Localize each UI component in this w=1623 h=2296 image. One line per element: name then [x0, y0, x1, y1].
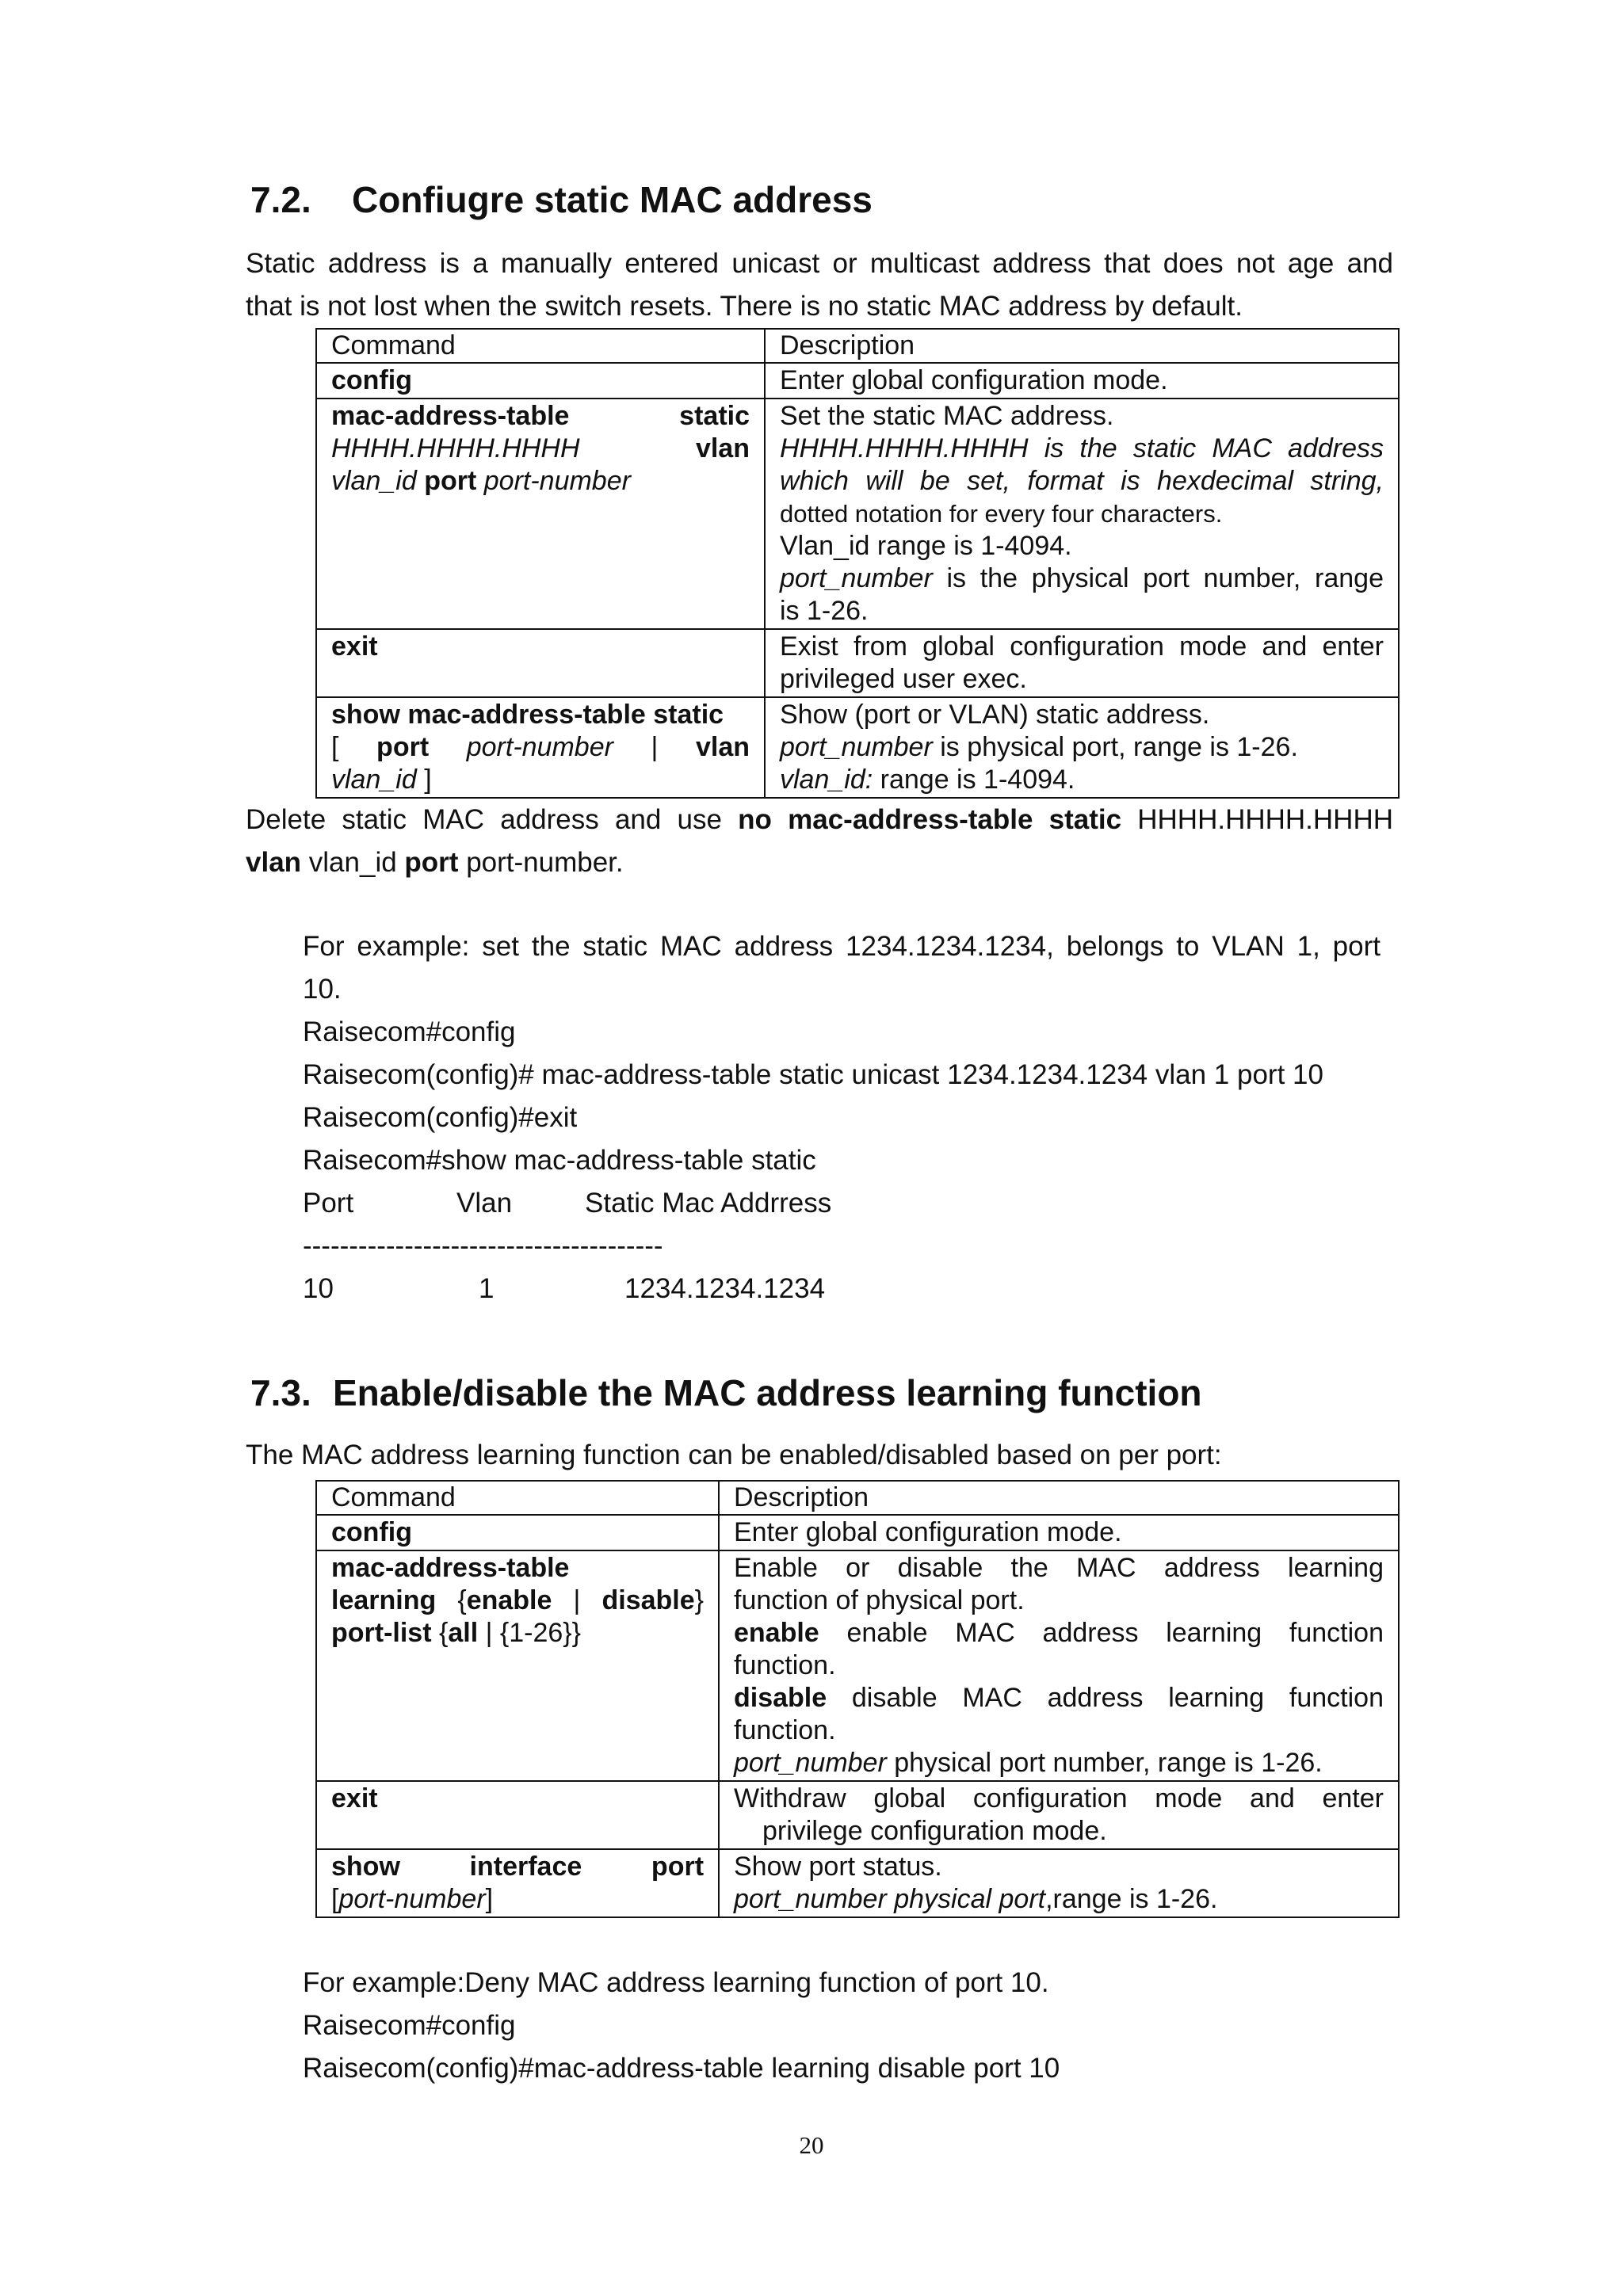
page-number: 20: [799, 2131, 824, 2159]
desc-line: Withdraw global configuration mode and enter: [734, 1783, 1384, 1814]
desc-line: privileged user exec.: [780, 664, 1027, 694]
example-block-static-mac: [303, 925, 1381, 1310]
cmd-keyword: vlan: [246, 847, 302, 878]
cmd-param: vlan_id: [331, 765, 417, 795]
command-cell: [316, 1550, 719, 1781]
cmd-line: [331, 1851, 704, 1883]
cmd-keyword: port: [376, 732, 430, 762]
section-number: 7.3.: [250, 1372, 311, 1413]
output-col-vlan: Vlan: [456, 1188, 513, 1219]
output-separator: ---------------------------------------: [303, 1230, 663, 1261]
cmd-text: |: [651, 732, 659, 762]
desc-line: [734, 1682, 1384, 1714]
intro-paragraph: [246, 242, 1393, 328]
desc-param: port_number: [780, 563, 933, 593]
desc-line: function.: [734, 1650, 836, 1680]
header-description: Description: [719, 1481, 1399, 1515]
description-cell: Enter global configuration mode.: [765, 363, 1399, 399]
cmd-text: | {1-26}}: [478, 1618, 582, 1648]
command-cell: [316, 697, 765, 798]
desc-line: [780, 563, 1384, 595]
desc-line: dotted notation for every four characters.: [780, 500, 1223, 528]
delete-paragraph: [246, 799, 1393, 884]
output-val-vlan: 1: [479, 1273, 495, 1304]
desc-line: which will be set, format is hexdecimal string,: [780, 466, 1384, 496]
table-row: [316, 697, 1399, 798]
output-col-mac: Static Mac Addrress: [585, 1188, 832, 1219]
cmd-line: [331, 1585, 704, 1617]
cmd-line: [331, 1883, 704, 1916]
desc-param: port_number physical port: [734, 1884, 1046, 1914]
desc-line: [734, 1617, 1384, 1650]
section-title: Enable/disable the MAC address learning function: [333, 1372, 1202, 1413]
cmd-keyword: port-list: [331, 1618, 432, 1648]
section-heading-7-2: [250, 177, 873, 222]
example-block-mac-learning: [303, 1962, 1060, 2090]
text: port-number.: [458, 847, 624, 878]
desc-keyword: enable: [734, 1618, 819, 1648]
cmd-keyword: all: [448, 1618, 479, 1648]
cmd-keyword: port: [404, 847, 459, 878]
desc-line: Enable or disable the MAC address learning: [734, 1553, 1384, 1583]
table-row: [316, 629, 1399, 697]
header-command: Command: [316, 329, 765, 363]
cmd-param: port-number: [338, 1884, 486, 1914]
table-row: [316, 363, 1399, 399]
text: HHHH.HHHH.HHHH: [1121, 804, 1394, 835]
intro-paragraph: [246, 1434, 1393, 1477]
description-cell: [719, 1781, 1399, 1849]
desc-line: Exist from global configuration mode and enter: [780, 631, 1384, 662]
desc-text: is the physical port number, range: [932, 563, 1384, 593]
cmd-line: mac-address-table: [331, 1553, 570, 1583]
desc-line: [734, 1747, 1384, 1779]
description-cell: [765, 399, 1399, 629]
description-cell: [765, 697, 1399, 798]
example-line: Raisecom(config)# mac-address-table static unicast 1234.1234.1234 vlan 1 port 10: [303, 1059, 1323, 1090]
desc-line: [780, 764, 1384, 796]
cmd-keyword: port: [651, 1852, 705, 1882]
desc-text: is physical port, range is 1-26.: [932, 732, 1298, 762]
header-description: Description: [765, 329, 1399, 363]
cmd-param: HHHH.HHHH.HHHH: [331, 433, 580, 463]
cmd-text: {: [431, 1618, 449, 1648]
cmd-keyword: show: [331, 1852, 400, 1882]
cmd-line: [331, 731, 750, 764]
paragraph-line: [246, 841, 1393, 884]
cmd-text: ]: [485, 1884, 494, 1914]
description-cell: [719, 1550, 1399, 1781]
output-val-mac: 1234.1234.1234: [624, 1273, 826, 1304]
example-line: For example: set the static MAC address 1234.1234.1234, belongs to VLAN 1, port: [303, 931, 1381, 962]
cmd-keyword: static: [679, 401, 750, 431]
output-data-row: [303, 1268, 1381, 1310]
cmd-line: [331, 764, 750, 796]
table-row: [316, 1515, 1399, 1550]
paragraph-line: Static address is a manually entered unicast or multicast address that does not age and: [246, 248, 1393, 279]
table-header-row: [316, 1481, 1399, 1515]
example-line: 10.: [303, 974, 342, 1005]
desc-line: Show (port or VLAN) static address.: [780, 700, 1210, 730]
example-line: For example:Deny MAC address learning function of port 10.: [303, 1967, 1049, 1998]
table-row: [316, 1550, 1399, 1781]
description-cell: Enter global configuration mode.: [719, 1515, 1399, 1550]
text: Delete static MAC address and use: [246, 804, 739, 835]
desc-line: Show port status.: [734, 1852, 942, 1882]
desc-text: physical port number, range is 1-26.: [886, 1748, 1323, 1778]
cmd-line: [331, 400, 750, 433]
command-cell: [316, 399, 765, 629]
section-title: Confiugre static MAC address: [352, 179, 873, 220]
cmd-param: port-number: [466, 732, 613, 762]
command-table-mac-learning: [315, 1480, 1400, 1918]
cmd-param: port-number: [483, 466, 631, 496]
command-cell: config: [316, 1515, 719, 1550]
table-header-row: [316, 329, 1399, 363]
command-table-static-mac: [315, 328, 1400, 799]
cmd-keyword: disable: [601, 1585, 695, 1615]
section-number: 7.2.: [250, 179, 311, 220]
output-col-port: Port: [303, 1188, 354, 1219]
desc-line: function.: [734, 1715, 836, 1745]
desc-line: is 1-26.: [780, 596, 869, 626]
cmd-line: [331, 465, 750, 498]
cmd-line: [331, 1617, 704, 1650]
cmd-text: [: [331, 1884, 339, 1914]
desc-param: vlan_id:: [780, 765, 873, 795]
cmd-line: [331, 433, 750, 465]
desc-param: port_number: [734, 1748, 887, 1778]
table-row: [316, 399, 1399, 629]
desc-text: enable MAC address learning function: [819, 1618, 1384, 1648]
desc-text: ,range is 1-26.: [1045, 1884, 1218, 1914]
cmd-param: vlan_id: [331, 466, 417, 496]
example-line: Raisecom(config)#mac-address-table learning disable port 10: [303, 2053, 1060, 2084]
cmd-text: |: [573, 1585, 581, 1615]
output-header-row: [303, 1182, 1381, 1225]
paragraph-line: The MAC address learning function can be enabled/disabled based on per port:: [246, 1440, 1222, 1470]
cmd-text: [: [331, 732, 339, 762]
cmd-text: }: [694, 1585, 704, 1615]
output-val-port: 10: [303, 1273, 334, 1304]
example-line: Raisecom#config: [303, 1016, 516, 1047]
desc-line: [734, 1883, 1384, 1916]
text: vlan_id: [301, 847, 405, 878]
desc-keyword: disable: [734, 1683, 827, 1713]
cmd-keyword: interface: [469, 1852, 582, 1882]
cmd-text: ]: [416, 765, 432, 795]
section-heading-7-3: [250, 1371, 1202, 1415]
cmd-keyword: mac-address-table: [331, 401, 570, 431]
header-command: Command: [316, 1481, 719, 1515]
command-cell: config: [316, 363, 765, 399]
desc-line: HHHH.HHHH.HHHH is the static MAC address: [780, 433, 1384, 463]
example-line: Raisecom#show mac-address-table static: [303, 1145, 816, 1176]
command-cell: exit: [316, 1781, 719, 1849]
cmd-text: {: [457, 1585, 467, 1615]
desc-line: function of physical port.: [734, 1585, 1025, 1615]
desc-line: [780, 731, 1384, 764]
desc-line: privilege configuration mode.: [762, 1816, 1107, 1846]
desc-line: Set the static MAC address.: [780, 401, 1114, 431]
description-cell: [719, 1849, 1399, 1917]
description-cell: [765, 629, 1399, 697]
cmd-keyword: port: [424, 466, 477, 496]
table-row: [316, 1849, 1399, 1917]
cmd-keyword: no mac-address-table static: [738, 804, 1122, 835]
command-cell: exit: [316, 629, 765, 697]
cmd-keyword: vlan: [695, 433, 750, 463]
table-row: [316, 1781, 1399, 1849]
cmd-keyword: enable: [466, 1585, 552, 1615]
desc-param: port_number: [780, 732, 933, 762]
desc-text: range is 1-4094.: [873, 765, 1075, 795]
cmd-keyword: learning: [331, 1585, 437, 1615]
cmd-line: show mac-address-table static: [331, 700, 724, 730]
desc-text: disable MAC address learning function: [827, 1683, 1384, 1713]
desc-line: Vlan_id range is 1-4094.: [780, 531, 1072, 561]
command-cell: [316, 1849, 719, 1917]
example-line: Raisecom#config: [303, 2010, 516, 2041]
paragraph-line: [246, 799, 1393, 841]
example-line: Raisecom(config)#exit: [303, 1102, 578, 1133]
cmd-keyword: vlan: [695, 732, 750, 762]
paragraph-line: that is not lost when the switch resets. There is no static MAC address by default.: [246, 291, 1243, 322]
